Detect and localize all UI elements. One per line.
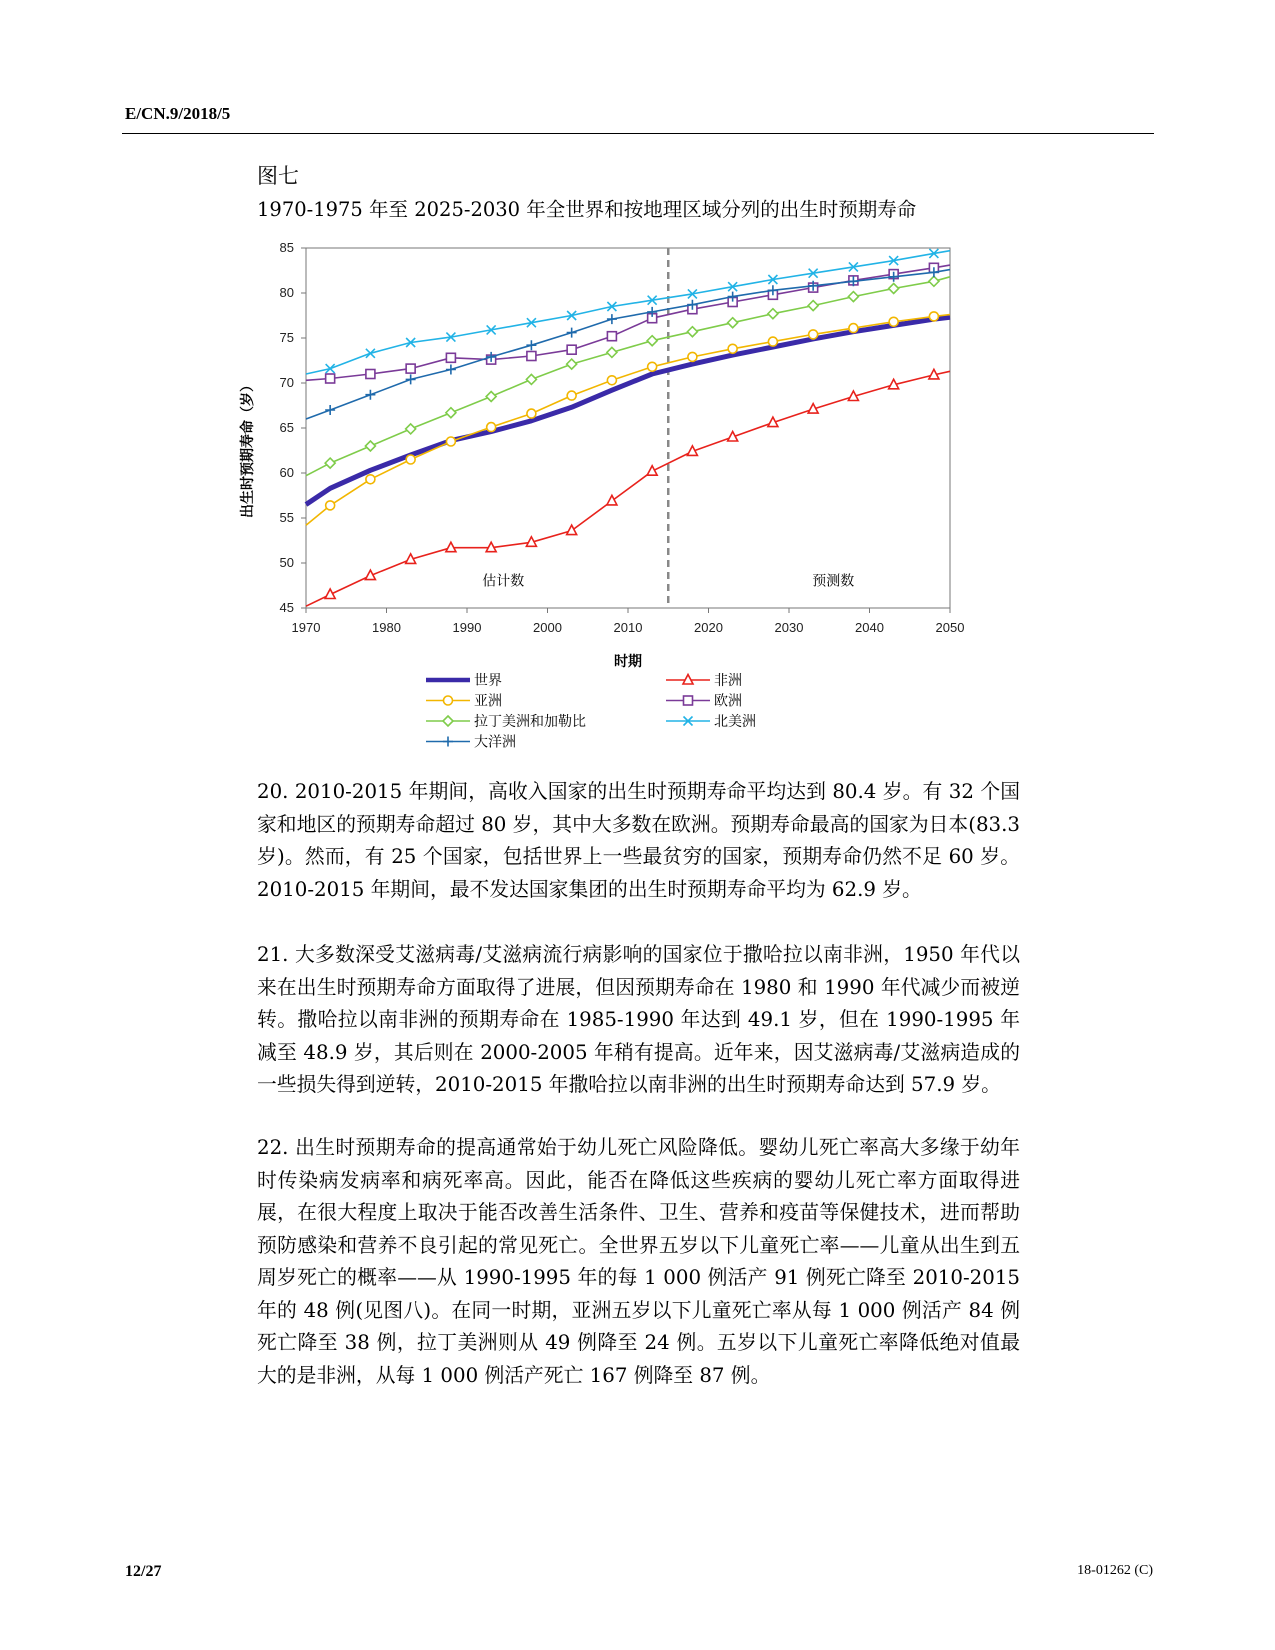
life-expectancy-chart: [240, 240, 980, 768]
data-point: [326, 501, 335, 510]
data-point: [526, 374, 536, 384]
x-tick-label: 2050: [935, 620, 965, 635]
y-tick-label: 80: [279, 285, 294, 300]
x-tick-label: 2040: [855, 620, 884, 635]
series-group: [306, 369, 950, 606]
data-point: [567, 345, 576, 354]
paragraph-21: 21. 大多数深受艾滋病毒/艾滋病流行病影响的国家位于撒哈拉以南非洲，1950 年代以来在出生时预期寿命方面取得了进展，但因预期寿命在 1980 和 1990 年代减少而被逆转。撒哈拉以南非洲的预期寿命在 1985-1990 年达到 49.1 岁，但在 1990-1995 年减至 48.9 岁，其后则在 2000-2005 年稍有提高。近年来，因艾滋病毒/艾滋病造成的一些损失得到逆转，2010-2015 年撒哈拉以南非洲的出生时预期寿命达到 57.9 岁。: [257, 943, 1020, 1096]
legend-marker: [443, 716, 453, 726]
page-number: 12/27: [125, 1563, 162, 1580]
figure-title: 1970-1975 年至 2025-2030 年全世界和按地理区域分列的出生时预期寿命: [257, 198, 917, 221]
legend-label: 世界: [474, 673, 502, 689]
x-tick-label: 1990: [452, 620, 482, 635]
data-point: [728, 344, 737, 353]
data-point: [848, 292, 858, 302]
legend-marker: [684, 696, 693, 705]
legend-entry: [426, 734, 516, 751]
y-tick-label: 75: [279, 330, 294, 345]
paragraph-20: 20. 2010-2015 年期间，高收入国家的出生时预期寿命平均达到 80.4 岁。有 32 个国家和地区的预期寿命超过 80 岁，其中大多数在欧洲。预期寿命最高的国家为日本(83.3 岁)。然而，有 25 个国家，包括世界上一些最贫穷的国家，预期寿命仍然不足 60 岁。2010-2015 年期间，最不发达国家集团的出生时预期寿命平均为 62.9 岁。: [257, 780, 1020, 901]
data-point: [929, 276, 939, 286]
data-point: [647, 466, 657, 476]
data-point: [365, 390, 375, 400]
data-point: [326, 374, 335, 383]
data-point: [849, 324, 858, 333]
estimates-label: 估计数: [482, 573, 525, 590]
data-point: [607, 347, 617, 357]
y-axis-label: 出生时预期寿命（岁）: [240, 378, 256, 518]
series-line: [306, 277, 950, 476]
x-axis-label: 时期: [614, 654, 642, 670]
chart-series: [306, 249, 950, 606]
x-tick-label: 1970: [291, 620, 321, 635]
paragraph-22: 22. 出生时预期寿命的提高通常始于幼儿死亡风险降低。婴幼儿死亡率高大多缘于幼年时传染病发病率和病死率高。因此，能否在降低这些疾病的婴幼儿死亡率方面取得进展，在很大程度上取决于能否改善生活条件、卫生、营养和疫苗等保健技术，进而帮助预防感染和营养不良引起的常见死亡。全世界五岁以下儿童死亡率——儿童从出生到五周岁死亡的概率——从 1990-1995 年的每 1 000 例活产 91 例死亡降至 2010-2015 年的 48 例(见图八)。在同一时期，亚洲五岁以下儿童死亡率从每 1 000 例活产 84 例死亡降至 38 例，拉丁美洲则从 49 例降至 24 例。五岁以下儿童死亡率降低绝对值最大的是非洲，从每 1 000 例活产死亡 167 例降至 87 例。: [257, 1136, 1020, 1387]
data-point: [607, 314, 617, 324]
data-point: [406, 455, 415, 464]
legend-entry: [426, 673, 502, 689]
legend-entry: [666, 673, 742, 689]
y-tick-label: 55: [279, 510, 294, 525]
y-tick-label: 45: [279, 600, 294, 615]
data-point: [365, 441, 375, 451]
data-point: [607, 376, 616, 385]
data-point: [889, 317, 898, 326]
data-point: [607, 332, 616, 341]
data-point: [809, 330, 818, 339]
data-point: [446, 365, 456, 375]
data-point: [728, 318, 738, 328]
data-point: [446, 353, 455, 362]
data-point: [526, 340, 536, 350]
series-group: [306, 276, 950, 475]
projections-label: 预测数: [812, 573, 855, 590]
legend-label: 亚洲: [474, 693, 502, 710]
data-point: [446, 408, 456, 418]
data-point: [486, 392, 496, 402]
data-point: [406, 424, 416, 434]
data-point: [446, 437, 455, 446]
data-point: [607, 495, 617, 505]
legend-entry: [666, 714, 756, 730]
data-point: [487, 423, 496, 432]
series-line: [306, 251, 950, 374]
figure-label: 图七: [257, 164, 299, 188]
legend-entry: [666, 694, 742, 710]
data-point: [768, 309, 778, 319]
data-point: [889, 284, 899, 294]
legend-marker: [443, 737, 453, 747]
data-point: [647, 336, 657, 346]
document-symbol: E/CN.9/2018/5: [125, 104, 231, 123]
legend-label: 拉丁美洲和加勒比: [474, 714, 586, 730]
x-tick-label: 2000: [533, 620, 562, 635]
x-tick-label: 2030: [774, 620, 804, 635]
data-point: [687, 327, 697, 337]
data-point: [808, 301, 818, 311]
legend-entry: [426, 713, 586, 730]
x-tick-label: 1980: [372, 620, 401, 635]
series-group: [306, 249, 950, 374]
data-point: [768, 337, 777, 346]
legend-label: 大洋洲: [474, 734, 516, 751]
data-point: [366, 349, 375, 358]
legend-label: 非洲: [714, 673, 742, 689]
y-tick-label: 85: [279, 240, 294, 255]
data-point: [527, 409, 536, 418]
y-tick-label: 60: [279, 465, 294, 480]
data-point: [567, 391, 576, 400]
y-tick-label: 70: [279, 375, 294, 390]
chart-legend: [426, 673, 756, 751]
data-point: [366, 475, 375, 484]
data-point: [929, 312, 938, 321]
data-point: [688, 352, 697, 361]
legend-label: 北美洲: [714, 714, 756, 730]
y-tick-label: 65: [279, 420, 294, 435]
y-tick-label: 50: [279, 555, 294, 570]
x-tick-label: 2020: [694, 620, 723, 635]
data-point: [527, 352, 536, 361]
data-point: [325, 458, 335, 468]
data-point: [325, 405, 335, 415]
data-point: [366, 370, 375, 379]
data-point: [567, 525, 577, 535]
series-line: [306, 315, 950, 526]
document-number: 18-01262 (C): [1077, 1563, 1153, 1578]
data-point: [406, 374, 416, 384]
data-point: [648, 362, 657, 371]
data-point: [567, 359, 577, 369]
header-rule: [122, 133, 1154, 134]
data-point: [567, 328, 577, 338]
legend-label: 欧洲: [714, 693, 742, 710]
x-tick-label: 2010: [613, 620, 643, 635]
legend-entry: [426, 694, 502, 710]
series-line: [306, 371, 950, 606]
legend-marker: [444, 696, 453, 705]
data-point: [406, 364, 415, 373]
